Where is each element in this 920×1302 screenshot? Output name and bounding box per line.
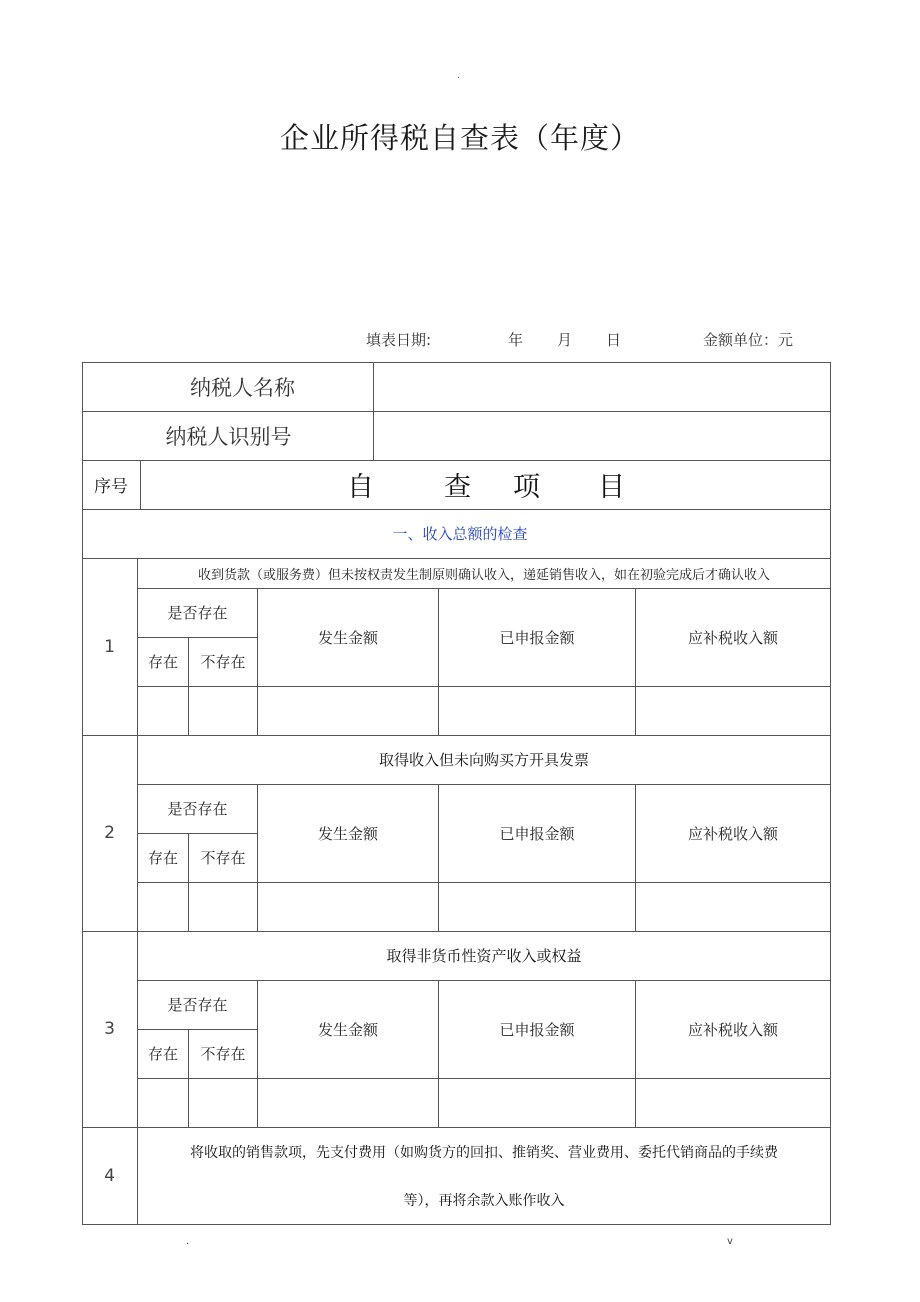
row-3-not-exists-input[interactable] <box>189 1079 257 1127</box>
row-2-number: 2 <box>104 823 115 843</box>
row-1-exists-input[interactable] <box>138 687 188 735</box>
row-3-exists-question: 是否存在 <box>167 996 228 1014</box>
seq-header: 序号 <box>94 477 128 497</box>
header-dot: . <box>457 70 461 81</box>
row-2-amount-header: 发生金额 <box>317 824 378 843</box>
month-label: 月 <box>557 331 573 349</box>
row-2-description: 取得收入但未向购买方开具发票 <box>378 751 589 769</box>
row-3-description: 取得非货币性资产收入或权益 <box>386 947 582 965</box>
row-1-description: 收到货款（或服务费）但未按权责发生制原则确认收入，递延销售收入，如在初验完成后才确认收入 <box>197 567 770 583</box>
row-2-exists-question: 是否存在 <box>167 800 228 818</box>
amount-unit-label: 金额单位：元 <box>703 331 794 349</box>
row-3-declared-header: 已申报金额 <box>499 1020 575 1039</box>
row-1-amount-input[interactable] <box>258 687 438 735</box>
row-2-not-exists-label: 不存在 <box>200 849 246 867</box>
row-1-number: 1 <box>104 636 115 657</box>
row-1-supplement-input[interactable] <box>636 687 830 735</box>
row-4-description-line-2: 等），再将余款入账作收入 <box>403 1193 565 1209</box>
row-3-not-exists-label: 不存在 <box>200 1045 246 1063</box>
header-char-1: 自 <box>347 472 374 503</box>
row-2-supplement-input[interactable] <box>636 883 830 931</box>
row-2-declared-input[interactable] <box>439 883 635 931</box>
taxpayer-id-label: 纳税人识别号 <box>165 424 292 449</box>
year-label: 年 <box>508 331 524 349</box>
check-items-header <box>141 460 830 509</box>
row-1-not-exists-input[interactable] <box>189 687 257 735</box>
row-1-exists-question: 是否存在 <box>167 604 228 622</box>
row-3-declared-input[interactable] <box>439 1079 635 1127</box>
row-2-amount-input[interactable] <box>258 883 438 931</box>
row-3-supplement-input[interactable] <box>636 1079 830 1127</box>
row-1-not-exists-label: 不存在 <box>200 653 246 671</box>
row-1-declared-header: 已申报金额 <box>499 628 575 647</box>
row-1-supplement-header: 应补税收入额 <box>687 628 778 647</box>
fill-date-label: 填表日期: <box>366 331 432 349</box>
row-2-not-exists-input[interactable] <box>189 883 257 931</box>
row-3-supplement-header: 应补税收入额 <box>687 1020 778 1039</box>
row-3-number: 3 <box>104 1019 115 1039</box>
header-char-4: 目 <box>598 472 625 503</box>
footer-left-mark: . <box>186 1236 190 1247</box>
footer-right-mark: v <box>727 1236 733 1247</box>
page-title: 企业所得税自查表（年度） <box>279 121 640 155</box>
row-2-declared-header: 已申报金额 <box>499 824 575 843</box>
day-label: 日 <box>606 331 622 349</box>
row-1-amount-header: 发生金额 <box>317 628 378 647</box>
row-2-exists-input[interactable] <box>138 883 188 931</box>
row-4-description-line-1: 将收取的销售款项，先支付费用（如购货方的回扣、推销奖、营业费用、委托代销商品的手续费 <box>190 1145 778 1161</box>
taxpayer-name-field[interactable] <box>374 362 830 411</box>
taxpayer-name-label: 纳税人名称 <box>190 375 295 400</box>
header-char-3: 项 <box>513 472 540 503</box>
row-3-exists-label: 存在 <box>147 1045 178 1063</box>
taxpayer-id-field[interactable] <box>374 411 830 460</box>
row-1-exists-label: 存在 <box>147 653 178 671</box>
row-3-amount-header: 发生金额 <box>317 1020 378 1039</box>
section-1-title: 一、收入总额的检查 <box>392 525 528 543</box>
header-char-2: 查 <box>444 472 471 503</box>
row-3-exists-input[interactable] <box>138 1079 188 1127</box>
row-1-declared-input[interactable] <box>439 687 635 735</box>
row-3-amount-input[interactable] <box>258 1079 438 1127</box>
row-2-supplement-header: 应补税收入额 <box>687 824 778 843</box>
row-4-number: 4 <box>104 1165 115 1186</box>
row-2-exists-label: 存在 <box>147 849 178 867</box>
